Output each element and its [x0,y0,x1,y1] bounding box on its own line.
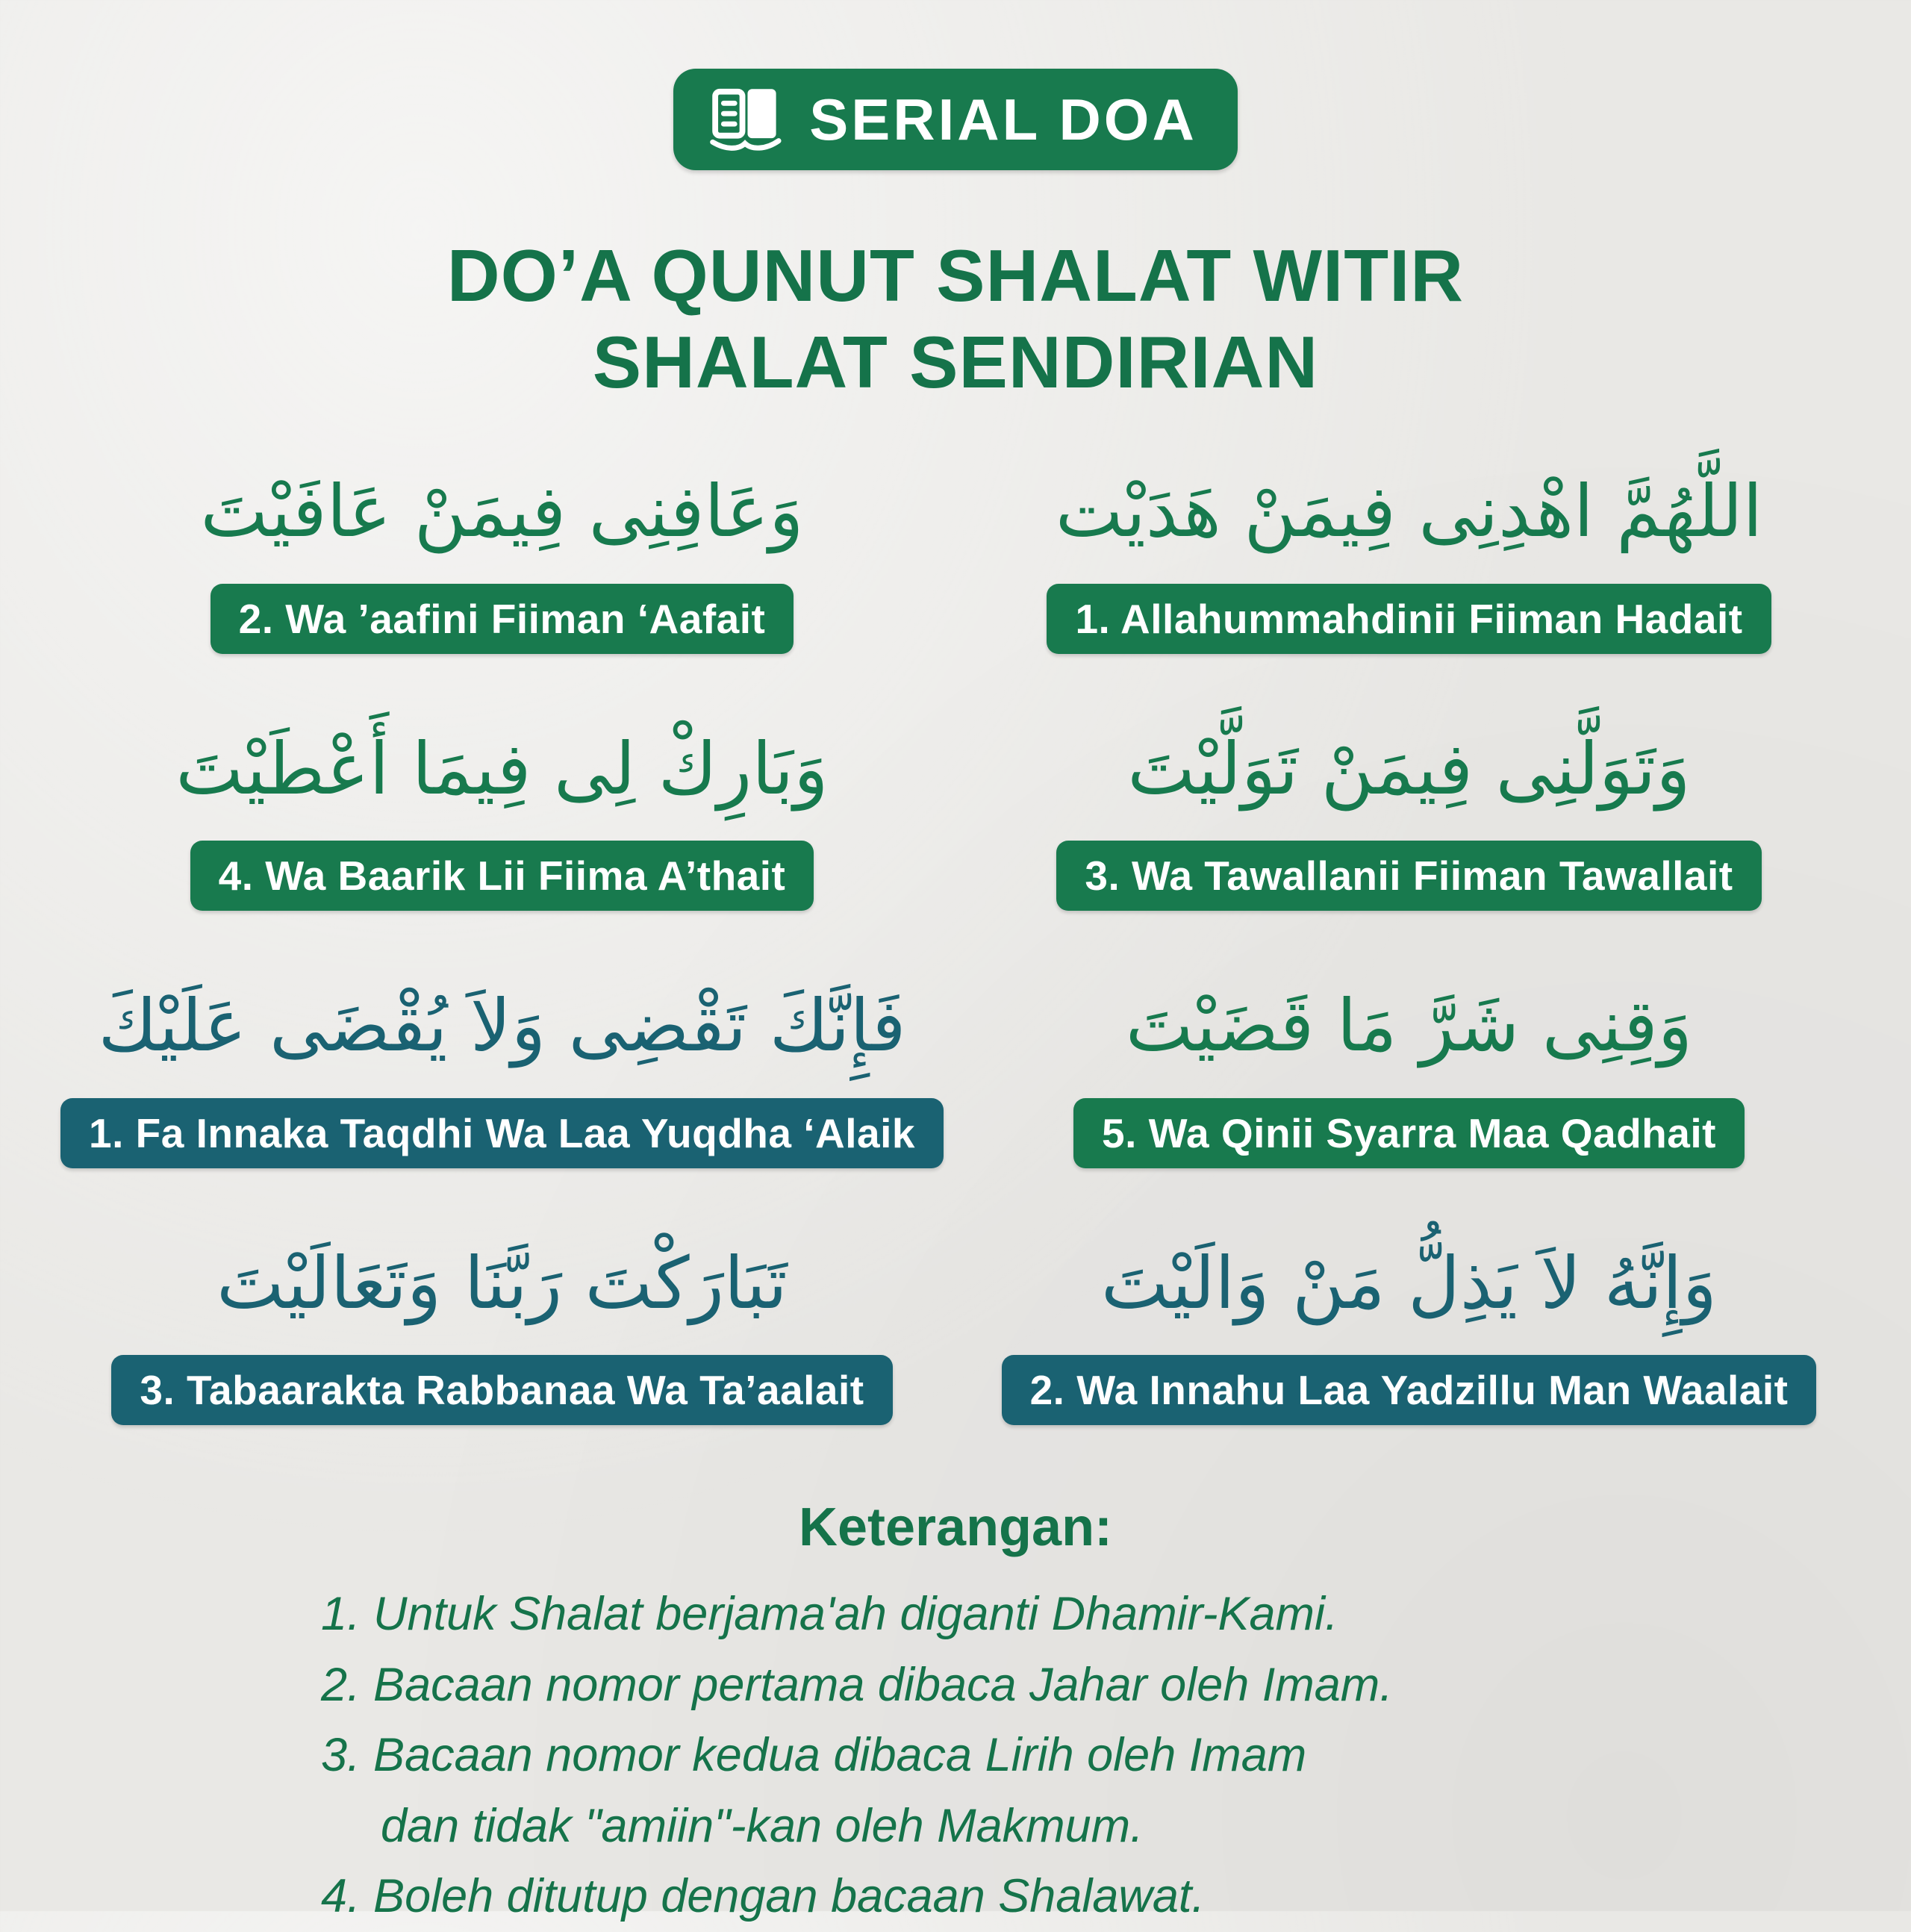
arabic-text: وَتَوَلَّنِى فِيمَنْ تَوَلَّيْتَ [1127,726,1691,811]
dua-item-4 [86,720,918,911]
arabic-text: فَإِنَّكَ تَقْضِى وَلاَ يُقْضَى عَلَيْكَ [98,984,906,1068]
dua-row-3 [86,976,1825,1168]
brand-label: SERIAL DOA [809,87,1197,152]
transliteration-pill: 4. Wa Baarik Lii Fiima A’thait [190,841,814,911]
transliteration-pill: 3. Tabaarakta Rabbanaa Wa Ta’aalait [111,1355,892,1425]
transliteration-pill: 3. Wa Tawallanii Fiiman Tawallait [1056,841,1761,911]
dua-item-teal-2 [993,1234,1825,1425]
notes-list [321,1579,1590,1932]
transliteration-pill: 2. Wa Innahu Laa Yadzillu Man Waalait [1002,1355,1817,1425]
note-line: 2. Bacaan nomor pertama dibaca Jahar oleh Imam. [321,1658,1393,1711]
notes-title: Keterangan: [798,1498,1113,1558]
dua-item-teal-3 [86,1234,918,1425]
transliteration-pill: 1. Allahummahdinii Fiiman Hadait [1047,584,1771,654]
arabic-text: وَإِنَّهُ لاَ يَذِلُّ مَنْ وَالَيْتَ [1101,1241,1717,1325]
dua-item-2 [86,462,918,653]
dua-row-1 [86,462,1825,653]
dua-row-4 [86,1234,1825,1425]
dua-item-1 [993,462,1825,653]
open-book-icon [706,85,784,154]
note-line-continuation: dan tidak "amiin"-kan oleh Makmum. [381,1799,1144,1852]
dua-item-3 [993,720,1825,911]
arabic-text: اللَّهُمَّ اهْدِنِى فِيمَنْ هَدَيْت [1055,470,1763,554]
arabic-text: وَبَارِكْ لِى فِيمَا أَعْطَيْتَ [175,726,829,811]
arabic-text: وَقِنِى شَرَّ مَا قَضَيْتَ [1125,984,1693,1068]
note-line: 1. Untuk Shalat berjama'ah diganti Dhamir-Kami. [321,1588,1338,1641]
arabic-text: وَعَافِنِى فِيمَنْ عَافَيْتَ [200,470,804,554]
dua-item-teal-1 [86,976,918,1168]
title-line-2: SHALAT SENDIRIAN [592,320,1319,403]
transliteration-pill: 1. Fa Innaka Taqdhi Wa Laa Yuqdha ‘Alaik [60,1098,944,1168]
title-line-1: DO’A QUNUT SHALAT WITIR [446,234,1465,317]
arabic-text: تَبَارَكْتَ رَبَّنَا وَتَعَالَيْتَ [216,1241,788,1325]
page-title [447,233,1464,405]
note-line: 3. Bacaan nomor kedua dibaca Lirih oleh Imam [321,1729,1307,1782]
dua-row-2 [86,720,1825,911]
transliteration-pill: 5. Wa Qinii Syarra Maa Qadhait [1073,1098,1745,1168]
serial-doa-badge [673,69,1238,170]
dua-grid [86,437,1825,1425]
dua-item-5 [993,976,1825,1168]
transliteration-pill: 2. Wa ’aafini Fiiman ‘Aafait [211,584,794,654]
notes-section [321,1497,1590,1932]
note-line: 4. Boleh ditutup dengan bacaan Shalawat. [321,1870,1205,1923]
